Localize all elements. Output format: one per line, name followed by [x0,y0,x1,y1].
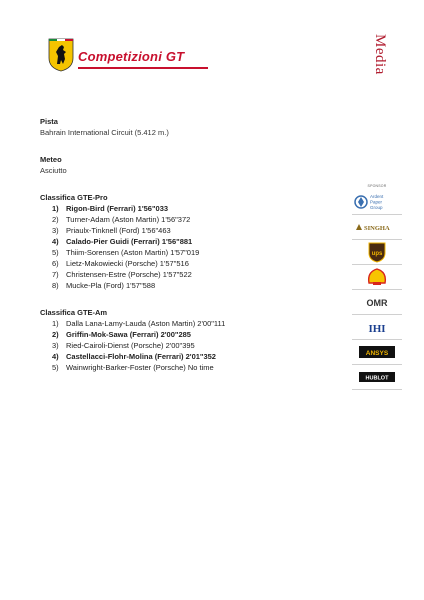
position-number: 4) [52,237,59,246]
ardent-line2: Paper [370,199,383,205]
ardent-logo-icon [353,191,401,213]
gte-pro-section [40,192,340,291]
competizioni-gt-logo [48,38,218,78]
result-text: Dalla Lana-Lamy-Lauda (Aston Martin) 2'00"111 [66,319,226,328]
result-text: Rigon-Bird (Ferrari) 1'56"033 [66,204,169,213]
position-number: 1) [52,204,59,213]
pista-label: Pista [40,117,58,126]
meteo-label: Meteo [40,155,62,164]
position-number: 2) [52,330,59,339]
result-text: Turner-Adam (Aston Martin) 1'56"372 [66,215,191,224]
list-item [52,214,340,225]
meteo-value: Asciutto [40,166,67,175]
singha-logo-icon [353,216,401,238]
sponsor-hublot [352,365,402,390]
media-side-label: Media [372,34,388,75]
pista-section [40,116,340,138]
sponsor-ihi [352,315,402,340]
ardent-line3: Group [370,205,383,210]
sponsor-panel [352,184,402,390]
result-text: Calado-Pier Guidi (Ferrari) 1'56"881 [66,237,193,246]
list-item [52,269,340,280]
omr-logo-icon [353,291,401,313]
result-text: Griffin-Mok-Sawa (Ferrari) 2'00"285 [66,330,191,339]
position-number: 5) [52,248,59,257]
position-number: 6) [52,259,59,268]
shell-logo-icon [353,266,401,288]
gte-am-list [40,318,340,373]
position-number: 4) [52,352,59,361]
gte-am-section [40,307,340,373]
list-item [52,329,340,340]
ansys-text: ANSYS [365,350,389,357]
ihi-text: IHI [368,323,386,335]
gte-pro-label: Classifica GTE-Pro [40,193,108,202]
list-item [52,340,340,351]
position-number: 3) [52,341,59,350]
ups-logo-icon [353,241,401,263]
list-item [52,236,340,247]
omr-text: OMR [366,298,388,308]
result-text: Mucke-Pla (Ford) 1'57"588 [66,281,156,290]
result-text: Lietz-Makowiecki (Porsche) 1'57"516 [66,259,189,268]
hublot-logo-icon [353,366,401,388]
results-content [40,116,340,389]
sponsor-ardent-paper-group [352,190,402,215]
singha-text: SINGHA [364,225,390,232]
position-number: 7) [52,270,59,279]
position-number: 5) [52,363,59,372]
result-text: Thiim-Sorensen (Aston Martin) 1'57"019 [66,248,200,257]
ansys-logo-icon [353,341,401,363]
meteo-section [40,154,340,176]
position-number: 8) [52,281,59,290]
pista-value: Bahrain International Circuit (5.412 m.) [40,128,169,137]
sponsor-label: SPONSOR [367,184,387,188]
brand-underline [78,67,208,69]
list-item [52,351,340,362]
sponsor-shell [352,265,402,290]
brand-name: Competizioni GT [78,49,185,64]
hublot-text: HUBLOT [365,375,389,382]
list-item [52,362,340,373]
list-item [52,225,340,236]
sponsor-ups [352,240,402,265]
result-text: Christensen-Estre (Porsche) 1'57"522 [66,270,192,279]
sponsor-omr [352,290,402,315]
sponsor-ansys [352,340,402,365]
list-item [52,203,340,214]
sponsor-singha [352,215,402,240]
list-item [52,247,340,258]
list-item [52,280,340,291]
result-text: Castellacci-Flohr-Molina (Ferrari) 2'01"352 [66,352,216,361]
gte-am-label: Classifica GTE-Am [40,308,108,317]
list-item [52,318,340,329]
position-number: 1) [52,319,59,328]
position-number: 2) [52,215,59,224]
ardent-line1: Ardent [370,194,384,199]
position-number: 3) [52,226,59,235]
gte-pro-list [40,203,340,291]
list-item [52,258,340,269]
result-text: Priaulx-Tinknell (Ford) 1'56"463 [66,226,171,235]
result-text: Ried-Cairoli-Dienst (Porsche) 2'00"395 [66,341,195,350]
ferrari-shield-icon [48,38,74,72]
ihi-logo-icon [353,316,401,338]
ups-text: ups [371,251,383,257]
result-text: Wainwright-Barker-Foster (Porsche) No time [66,363,214,372]
